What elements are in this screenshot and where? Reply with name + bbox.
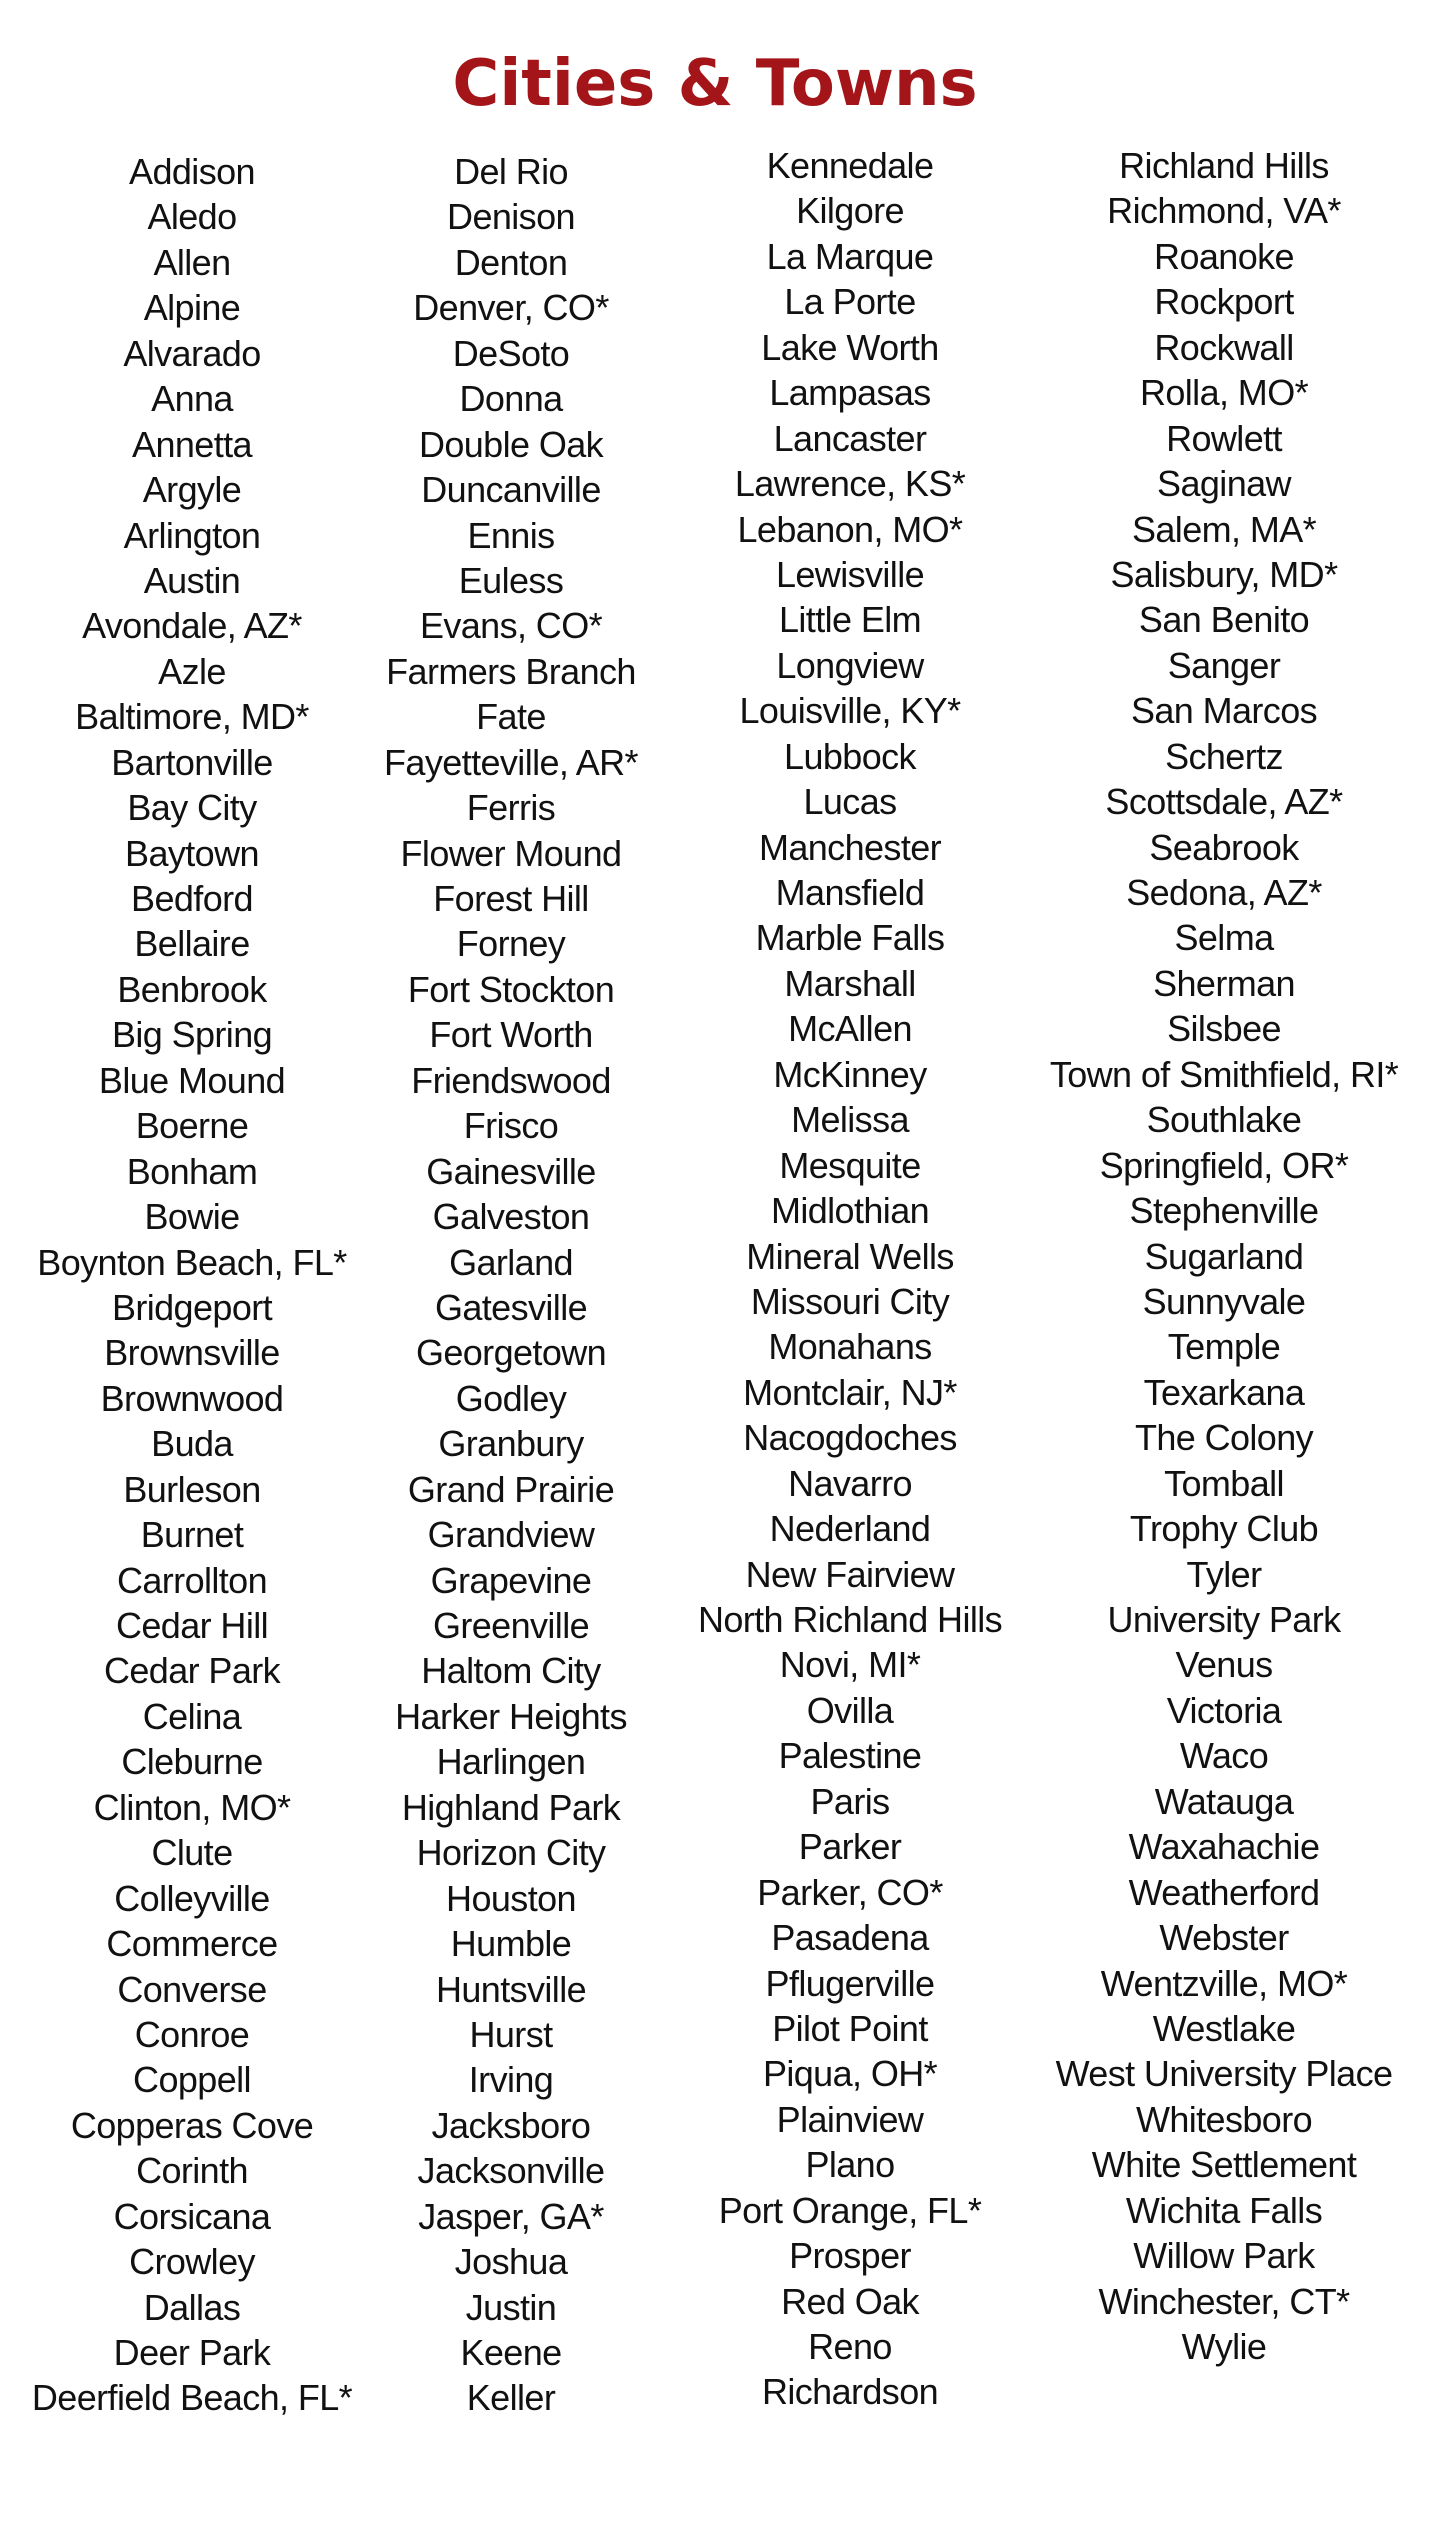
- city-item: Rockport: [1154, 281, 1294, 323]
- city-item: Fort Stockton: [407, 968, 615, 1010]
- city-item: Midlothian: [770, 1190, 930, 1232]
- city-item: Corinth: [136, 2150, 248, 2192]
- city-item: University Park: [1107, 1599, 1341, 1640]
- city-item: Mineral Wells: [746, 1235, 954, 1277]
- city-item: Waxahachie: [1128, 1826, 1320, 1868]
- city-item: Piqua, OH*: [762, 2053, 938, 2095]
- city-item: Houston: [446, 1877, 576, 1919]
- city-item: Kennedale: [766, 145, 934, 186]
- city-item: San Benito: [1138, 599, 1310, 641]
- city-item: Granbury: [438, 1423, 584, 1465]
- city-item: Sugarland: [1144, 1235, 1304, 1277]
- city-item: Willow Park: [1133, 2235, 1315, 2277]
- city-item: Watauga: [1154, 1780, 1294, 1822]
- city-item: Humble: [450, 1923, 572, 1965]
- city-column-3: [670, 143, 1030, 2415]
- city-item: Brownwood: [100, 1377, 284, 1419]
- city-item: Texarkana: [1143, 1371, 1305, 1413]
- city-item: Sunnyvale: [1142, 1280, 1306, 1322]
- city-item: Town of Smithfield, RI*: [1049, 1053, 1399, 1095]
- city-item: Lampasas: [769, 372, 931, 414]
- city-item: Mansfield: [775, 872, 925, 913]
- city-item: Joshua: [454, 2241, 568, 2283]
- city-item: La Marque: [766, 235, 934, 277]
- city-item: Red Oak: [781, 2280, 919, 2322]
- city-item: Lebanon, MO*: [737, 508, 963, 550]
- city-item: Novi, MI*: [779, 1644, 921, 1686]
- city-item: Bay City: [127, 787, 257, 829]
- city-item: Ennis: [467, 514, 555, 556]
- city-item: Rolla, MO*: [1139, 372, 1309, 414]
- city-item: Hurst: [469, 2013, 553, 2055]
- city-item: Flower Mound: [400, 832, 622, 874]
- city-item: Alpine: [143, 287, 241, 329]
- city-item: Jasper, GA*: [418, 2195, 604, 2237]
- city-item: Fayetteville, AR*: [384, 741, 638, 783]
- city-item: Big Spring: [111, 1014, 273, 1056]
- city-item: Scottsdale, AZ*: [1105, 781, 1343, 823]
- city-item: Tyler: [1186, 1553, 1262, 1595]
- city-item: Annetta: [132, 423, 252, 465]
- city-item: Burleson: [123, 1468, 261, 1510]
- city-item: Clute: [151, 1832, 233, 1874]
- city-item: The Colony: [1134, 1417, 1314, 1459]
- city-item: Weatherford: [1128, 1871, 1320, 1913]
- city-item: Pflugerville: [765, 1962, 935, 2004]
- city-item: Roanoke: [1154, 235, 1294, 277]
- city-item: Kilgore: [796, 190, 904, 232]
- city-item: Colleyville: [114, 1877, 270, 1919]
- city-item: Evans, CO*: [419, 605, 603, 647]
- city-item: Ovilla: [806, 1689, 894, 1731]
- city-item: Deer Park: [113, 2332, 271, 2373]
- city-item: Harlingen: [436, 1741, 586, 1783]
- city-item: Salisbury, MD*: [1110, 553, 1338, 595]
- city-item: Copperas Cove: [70, 2104, 314, 2146]
- city-item: Rowlett: [1166, 417, 1282, 459]
- city-item: Cedar Hill: [115, 1605, 269, 1646]
- city-item: Haltom City: [421, 1650, 601, 1692]
- city-item: Richmond, VA*: [1107, 190, 1341, 232]
- city-item: Highland Park: [401, 1786, 621, 1828]
- city-item: Fate: [476, 696, 546, 738]
- city-item: Sedona, AZ*: [1126, 872, 1322, 913]
- city-item: Godley: [455, 1377, 567, 1419]
- city-item: Port Orange, FL*: [718, 2189, 982, 2231]
- city-item: Westlake: [1152, 2007, 1296, 2049]
- city-item: Waco: [1179, 1735, 1269, 1777]
- city-item: Garland: [449, 1241, 573, 1283]
- city-item: Brownsville: [104, 1332, 280, 1374]
- city-item: Grandview: [427, 1514, 595, 1556]
- city-item: White Settlement: [1091, 2144, 1357, 2186]
- city-item: Bartonville: [111, 741, 273, 783]
- city-item: Lewisville: [775, 553, 925, 595]
- city-item: Venus: [1175, 1644, 1273, 1686]
- city-item: Denison: [447, 196, 575, 238]
- city-item: Bedford: [131, 878, 253, 919]
- city-item: Plainview: [776, 2098, 924, 2140]
- city-item: La Porte: [784, 281, 916, 323]
- city-item: Duncanville: [421, 469, 601, 511]
- city-item: Keene: [460, 2332, 562, 2373]
- city-item: Webster: [1159, 1917, 1289, 1959]
- city-item: Parker, CO*: [757, 1871, 943, 1913]
- city-item: Trophy Club: [1129, 1508, 1319, 1550]
- city-item: Selma: [1174, 917, 1274, 959]
- city-item: Justin: [465, 2286, 557, 2328]
- city-item: Sanger: [1167, 644, 1281, 686]
- city-item: Irving: [468, 2059, 554, 2101]
- city-item: Gainesville: [426, 1150, 596, 1192]
- city-item: Pilot Point: [772, 2007, 928, 2049]
- city-item: Double Oak: [418, 423, 604, 465]
- city-item: Donna: [459, 378, 563, 420]
- city-item: Reno: [808, 2326, 892, 2367]
- city-item: Carrollton: [116, 1559, 268, 1601]
- city-item: Jacksonville: [417, 2150, 605, 2192]
- city-item: Grand Prairie: [407, 1468, 615, 1510]
- city-item: Lawrence, KS*: [734, 463, 966, 505]
- city-item: New Fairview: [745, 1553, 955, 1595]
- city-item: Fort Worth: [429, 1014, 593, 1056]
- city-item: Forest Hill: [433, 878, 589, 919]
- city-item: Navarro: [788, 1462, 912, 1504]
- city-item: Austin: [143, 559, 241, 601]
- city-item: Horizon City: [416, 1832, 606, 1874]
- city-item: Commerce: [106, 1923, 278, 1965]
- city-item: Southlake: [1146, 1099, 1302, 1141]
- city-item: Blue Mound: [98, 1059, 286, 1101]
- city-item: Prosper: [789, 2235, 911, 2277]
- city-item: Parker: [798, 1826, 902, 1868]
- city-item: Springfield, OR*: [1099, 1144, 1349, 1186]
- city-column-1: [12, 149, 372, 2421]
- city-item: Friendswood: [411, 1059, 611, 1101]
- city-item: Lucas: [803, 781, 897, 823]
- city-item: Bridgeport: [111, 1286, 273, 1328]
- city-item: Sherman: [1153, 962, 1295, 1004]
- city-item: Grapevine: [430, 1559, 592, 1601]
- city-item: Tomball: [1164, 1462, 1284, 1504]
- city-item: Winchester, CT*: [1098, 2280, 1350, 2322]
- city-item: Seabrook: [1149, 826, 1299, 868]
- city-item: Boerne: [135, 1105, 249, 1147]
- city-item: Coppell: [133, 2059, 251, 2101]
- city-item: Palestine: [778, 1735, 922, 1777]
- city-item: Del Rio: [454, 151, 568, 192]
- city-column-4: [1044, 143, 1404, 2369]
- city-item: Galveston: [432, 1196, 590, 1238]
- city-item: Buda: [151, 1423, 233, 1465]
- city-item: Azle: [158, 650, 226, 692]
- city-item: Aledo: [147, 196, 237, 238]
- city-item: Melissa: [791, 1099, 909, 1141]
- city-item: Denton: [454, 241, 568, 283]
- city-item: Nacogdoches: [743, 1417, 957, 1459]
- city-item: Jacksboro: [431, 2104, 591, 2146]
- city-item: Avondale, AZ*: [82, 605, 302, 647]
- city-item: Baytown: [125, 832, 259, 874]
- city-item: Cleburne: [121, 1741, 263, 1783]
- city-item: Plano: [805, 2144, 895, 2186]
- city-item: Temple: [1167, 1326, 1281, 1368]
- city-item: Corsicana: [113, 2195, 271, 2237]
- city-item: Lancaster: [773, 417, 927, 459]
- city-item: Harker Heights: [395, 1695, 627, 1737]
- city-item: Wylie: [1181, 2326, 1267, 2367]
- city-item: Converse: [117, 1968, 267, 2010]
- city-item: Gatesville: [434, 1286, 588, 1328]
- city-item: Nederland: [769, 1508, 931, 1550]
- city-item: Richardson: [761, 2371, 939, 2413]
- city-item: Wentzville, MO*: [1100, 1962, 1348, 2004]
- city-item: Denver, CO*: [413, 287, 609, 329]
- city-item: Clinton, MO*: [93, 1786, 291, 1828]
- city-item: Forney: [456, 923, 566, 965]
- city-column-2: [331, 149, 691, 2421]
- page-title: Cities & Towns: [452, 47, 978, 121]
- city-item: Whitesboro: [1135, 2098, 1313, 2140]
- city-item: DeSoto: [452, 332, 570, 374]
- city-item: Celina: [142, 1695, 242, 1737]
- city-item: Bellaire: [134, 923, 250, 965]
- city-item: Louisville, KY*: [739, 690, 961, 732]
- city-item: Lake Worth: [761, 326, 939, 368]
- city-item: San Marcos: [1130, 690, 1318, 732]
- city-item: Anna: [151, 378, 233, 420]
- city-item: North Richland Hills: [697, 1599, 1003, 1640]
- city-item: Missouri City: [750, 1280, 950, 1322]
- city-item: Addison: [129, 151, 255, 192]
- city-item: Farmers Branch: [386, 650, 636, 692]
- city-item: Rockwall: [1154, 326, 1294, 368]
- city-item: McAllen: [788, 1008, 912, 1050]
- city-item: Deerfield Beach, FL*: [31, 2377, 353, 2419]
- city-item: Burnet: [140, 1514, 244, 1556]
- city-item: Mesquite: [779, 1144, 921, 1186]
- city-item: Huntsville: [435, 1968, 587, 2010]
- city-item: Salem, MA*: [1131, 508, 1317, 550]
- city-item: Paris: [810, 1780, 890, 1822]
- city-item: Keller: [466, 2377, 556, 2419]
- city-item: Euless: [458, 559, 564, 601]
- city-item: Monahans: [768, 1326, 932, 1368]
- city-item: Marshall: [784, 962, 916, 1004]
- city-item: Cedar Park: [103, 1650, 281, 1692]
- city-item: McKinney: [773, 1053, 927, 1095]
- city-item: Alvarado: [123, 332, 261, 374]
- city-item: Bonham: [126, 1150, 258, 1192]
- city-item: Saginaw: [1157, 463, 1291, 505]
- city-item: West University Place: [1055, 2053, 1393, 2095]
- city-item: Dallas: [143, 2286, 241, 2328]
- city-item: Montclair, NJ*: [743, 1371, 957, 1413]
- city-item: Victoria: [1166, 1689, 1282, 1731]
- city-item: Argyle: [142, 469, 242, 511]
- city-item: Marble Falls: [755, 917, 945, 959]
- city-item: Lubbock: [784, 735, 916, 777]
- city-item: Pasadena: [771, 1917, 929, 1959]
- city-item: Allen: [153, 241, 231, 283]
- city-item: Schertz: [1165, 735, 1283, 777]
- city-item: Stephenville: [1129, 1190, 1319, 1232]
- city-item: Arlington: [123, 514, 261, 556]
- city-item: Richland Hills: [1119, 145, 1329, 186]
- city-item: Wichita Falls: [1125, 2189, 1323, 2231]
- city-item: Ferris: [466, 787, 556, 829]
- city-item: Manchester: [758, 826, 942, 868]
- city-item: Baltimore, MD*: [75, 696, 309, 738]
- city-item: Silsbee: [1167, 1008, 1281, 1050]
- city-item: Frisco: [463, 1105, 559, 1147]
- city-item: Boynton Beach, FL*: [37, 1241, 347, 1283]
- city-item: Benbrook: [117, 968, 267, 1010]
- city-item: Crowley: [129, 2241, 255, 2283]
- city-item: Conroe: [134, 2013, 250, 2055]
- city-item: Longview: [776, 644, 924, 686]
- city-item: Greenville: [432, 1605, 590, 1646]
- city-item: Little Elm: [778, 599, 922, 641]
- city-item: Georgetown: [415, 1332, 607, 1374]
- city-item: Bowie: [144, 1196, 240, 1238]
